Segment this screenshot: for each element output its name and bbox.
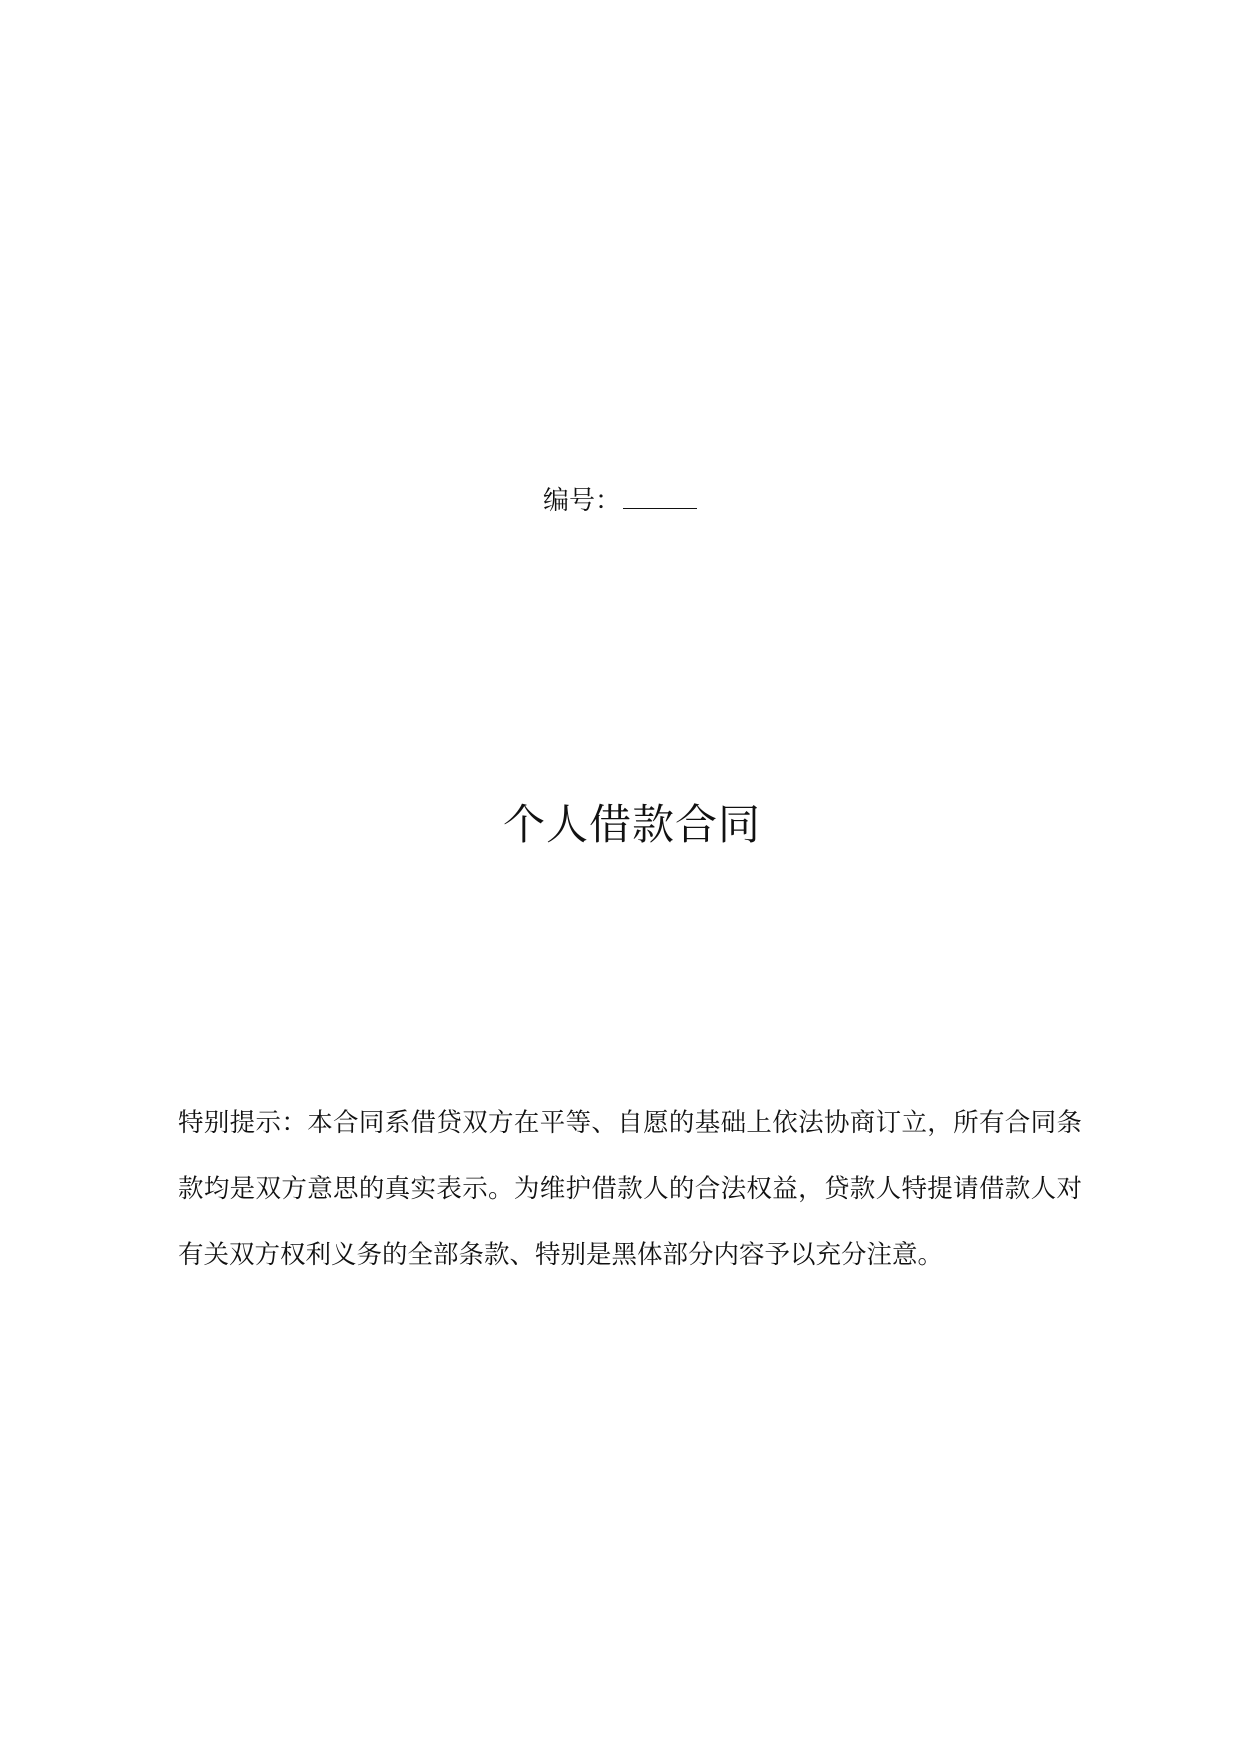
special-notice-paragraph: 特别提示：本合同系借贷双方在平等、自愿的基础上依法协商订立，所有合同条款均是双方意思的真实表示。为维护借款人的合法权益，贷款人特提请借款人对有关双方权利义务的全部条款、特别是黑体部分内容予以充分注意。 [178, 1108, 1082, 1270]
document-title: 个人借款合同 [502, 800, 761, 849]
contract-number-line [0, 480, 1240, 521]
contract-number-label: 编号： [542, 486, 621, 516]
contract-number-blank [623, 480, 697, 509]
